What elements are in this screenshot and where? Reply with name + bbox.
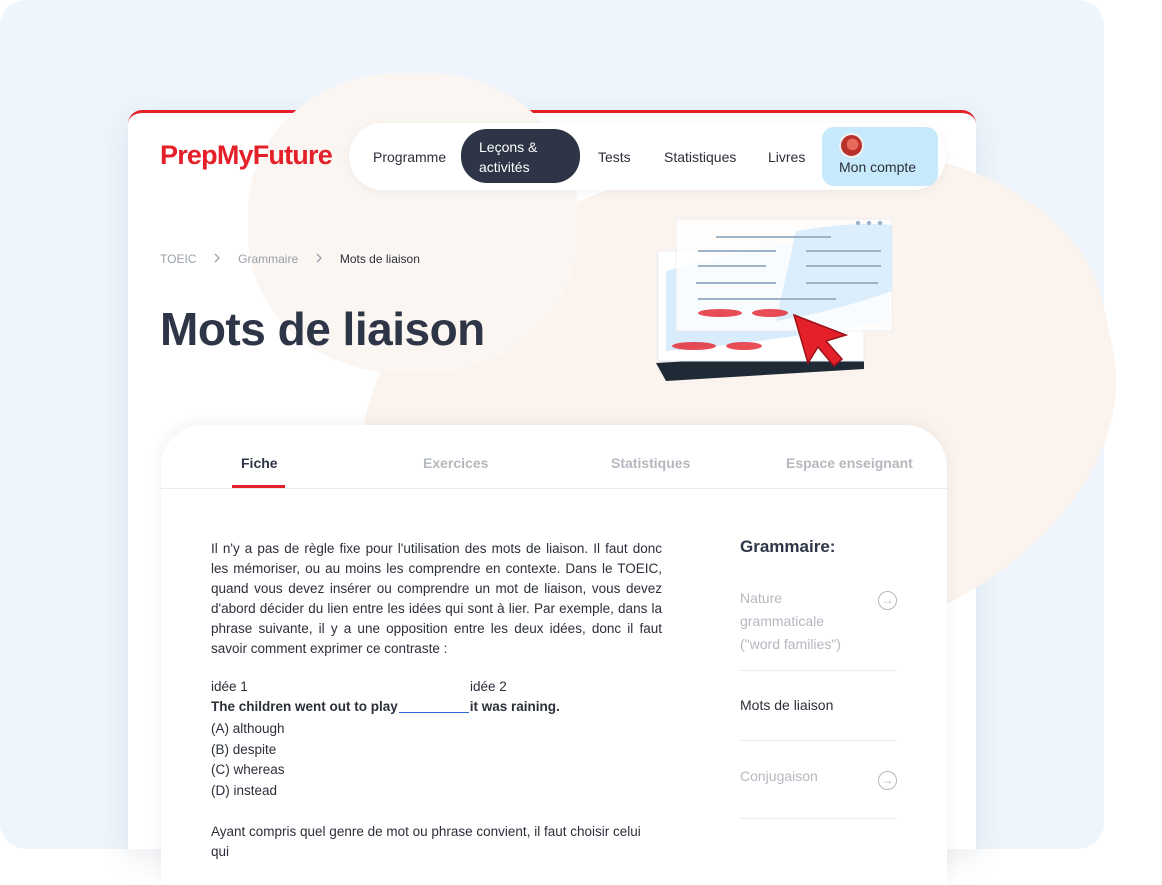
choice-a: (A) although — [211, 721, 285, 736]
page-title: Mots de liaison — [160, 303, 485, 355]
tab-bar — [161, 425, 947, 489]
idea-2-label: idée 2 — [470, 679, 507, 694]
choice-d: (D) instead — [211, 782, 278, 798]
account-button[interactable] — [822, 127, 938, 186]
browser-window — [128, 110, 976, 859]
chevron-right-icon — [214, 252, 221, 266]
breadcrumb — [160, 251, 420, 266]
example-idea-labels — [211, 677, 662, 697]
breadcrumb-item-grammaire[interactable]: Grammaire — [238, 251, 299, 266]
example-choices — [211, 719, 662, 801]
tab-exercices[interactable]: Exercices — [423, 455, 489, 471]
tab-espace-enseignant[interactable]: Espace enseignant — [786, 455, 913, 471]
lesson-intro: Il n'y a pas de règle fixe pour l'utilisation des mots de liaison. Il faut donc les mémoriser, ou au moins les comprendre en contexte. Dans le TOEIC, quand vous devez insérer ou comprendre un mot de liaison, vous devez d'abord décider du lien entre les idées qui sont à lier. Par exemple, dans la phrase suivante, il y a une opposition entre les deux idées, donc il faut savoir comment exprimer ce contraste : — [211, 541, 662, 656]
avatar — [839, 133, 864, 158]
nav-item-programme[interactable]: Programme — [373, 149, 447, 165]
nav-item-statistiques[interactable]: Statistiques — [664, 149, 737, 165]
breadcrumb-item-current: Mots de liaison — [339, 251, 420, 266]
lesson-card — [161, 425, 947, 885]
sidebar-item-label: Conjugaison — [740, 768, 818, 784]
example-sentence — [211, 697, 662, 719]
nav-item-lecons-activites[interactable]: Leçons & activités — [461, 129, 580, 183]
choice-c: (C) whereas — [211, 762, 285, 777]
sidebar-item-nature-grammaticale[interactable] — [740, 587, 897, 671]
example-blank — [399, 712, 469, 713]
sidebar-item-label: Nature grammaticale ("word families") — [740, 590, 841, 652]
sidebar-item-label: Mots de liaison — [740, 697, 834, 713]
nav-item-livres[interactable]: Livres — [768, 149, 806, 165]
lesson-followup: Ayant compris quel genre de mot ou phrase convient, il faut choisir celui qui — [211, 824, 641, 859]
arrow-right-circle-icon: → — [878, 591, 897, 610]
sidebar-item-conjugaison[interactable] — [740, 741, 897, 819]
sidebar-item-mots-de-liaison[interactable] — [740, 671, 897, 741]
document-illustration — [656, 211, 896, 391]
account-label: Mon compte — [839, 159, 917, 175]
lesson-content — [211, 539, 662, 862]
arrow-right-circle-icon: → — [878, 771, 897, 790]
chevron-right-icon — [316, 252, 323, 266]
idea-1-label: idée 1 — [211, 679, 248, 694]
example-part-1: The children went out to play — [211, 699, 398, 714]
tab-statistiques[interactable]: Statistiques — [611, 455, 691, 471]
tab-fiche[interactable]: Fiche — [241, 455, 278, 471]
brand-logo[interactable]: PrepMyFuture — [160, 140, 332, 170]
grammar-sidebar — [740, 537, 897, 819]
choice-b: (B) despite — [211, 741, 277, 757]
main-nav — [349, 123, 946, 190]
example-part-2: it was raining. — [469, 699, 560, 714]
nav-item-tests[interactable]: Tests — [598, 149, 631, 165]
sidebar-title: Grammaire: — [740, 537, 836, 556]
breadcrumb-item-toeic[interactable]: TOEIC — [160, 251, 197, 266]
active-tab-indicator — [232, 485, 285, 488]
